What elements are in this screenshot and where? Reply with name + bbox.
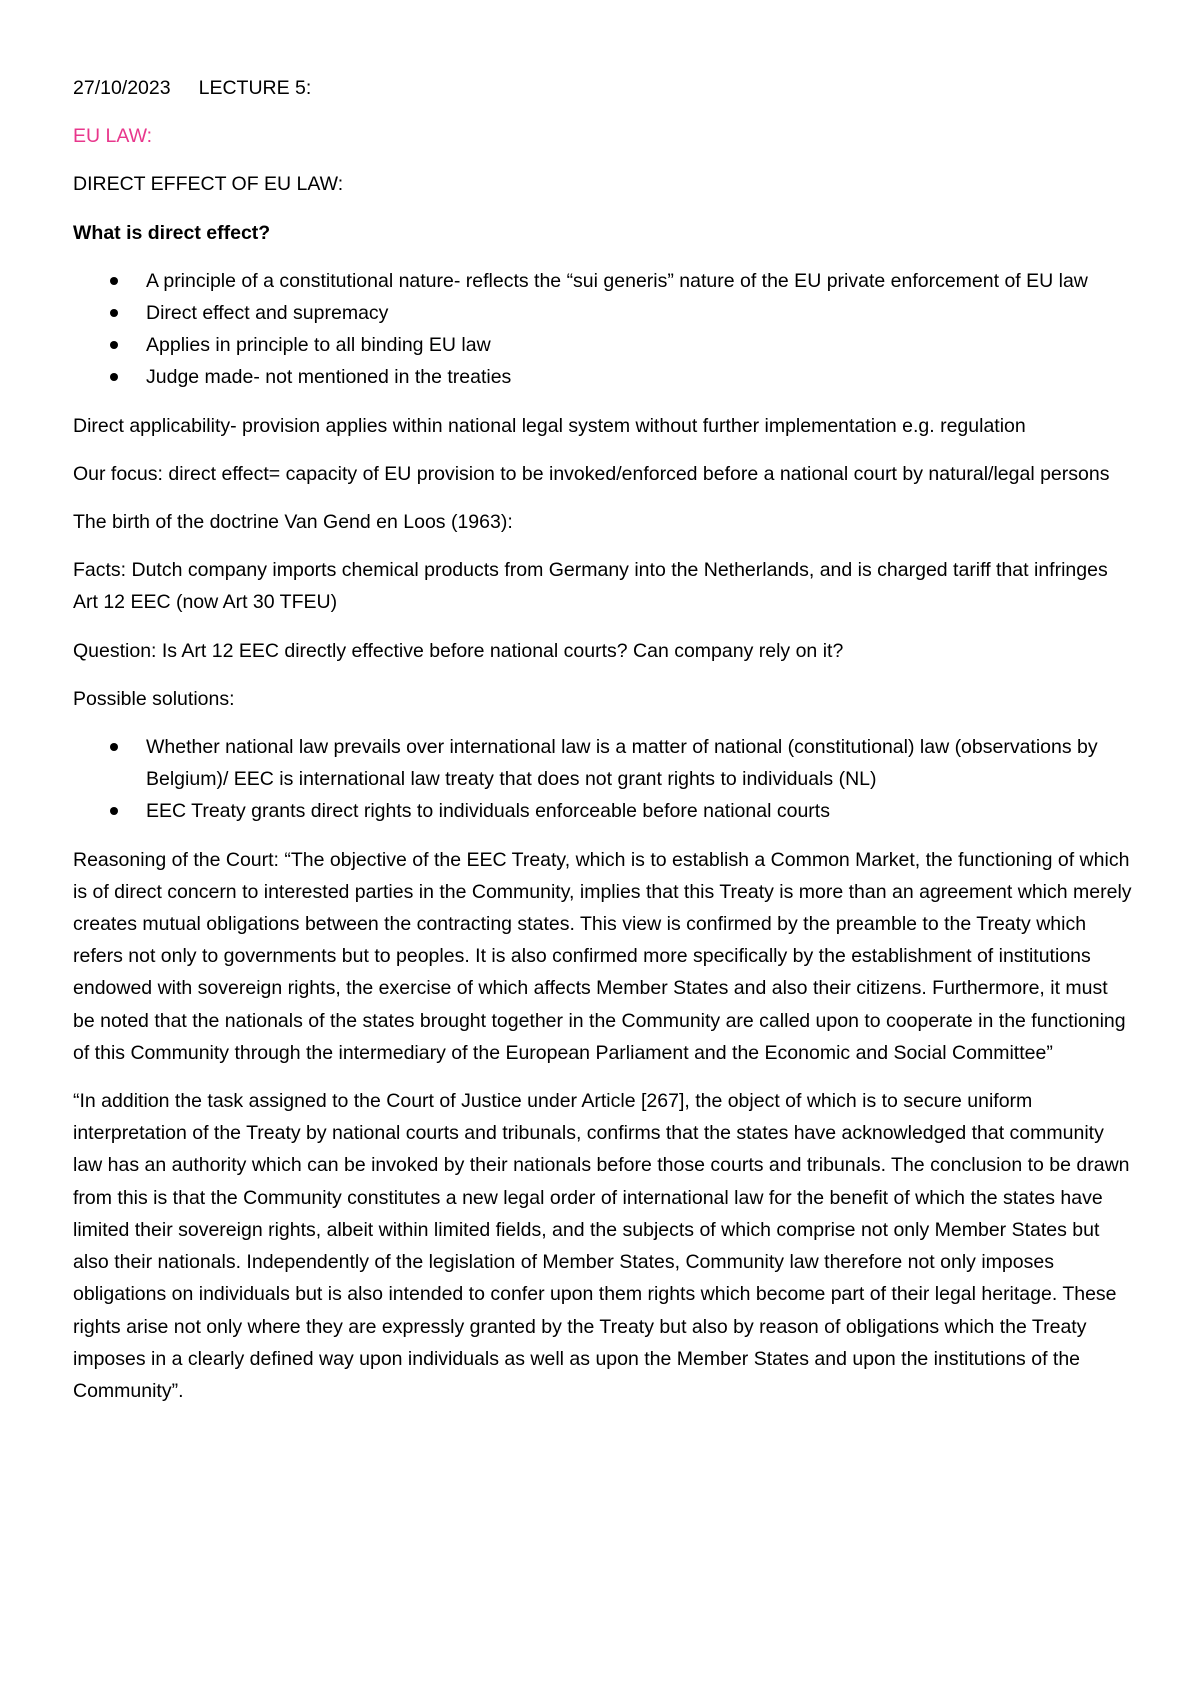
bullet-icon <box>110 309 118 317</box>
direct-applicability-paragraph: Direct applicability- provision applies within national legal system without further implementation e.g. regulation <box>73 414 1026 437</box>
bullet-icon <box>110 807 118 815</box>
bullet-icon <box>110 341 118 349</box>
document-page <box>73 72 1133 1423</box>
our-focus-paragraph: Our focus: direct effect= capacity of EU provision to be invoked/enforced before a national court by natural/legal persons <box>73 462 1110 485</box>
subject-heading: EU LAW: <box>73 125 153 148</box>
topic-heading: DIRECT EFFECT OF EU LAW: <box>73 173 344 196</box>
list-item: Direct effect and supremacy <box>73 297 1133 329</box>
intro-bullet-list <box>73 265 1133 394</box>
list-item: Applies in principle to all binding EU law <box>73 329 1133 361</box>
lecture-date: 27/10/2023 <box>73 77 171 99</box>
bullet-icon <box>110 373 118 381</box>
lecture-number: LECTURE 5: <box>198 77 312 99</box>
bullet-icon <box>110 277 118 285</box>
date-lecture-line <box>73 72 1133 104</box>
doctrine-birth-paragraph: The birth of the doctrine Van Gend en Loos (1963): <box>73 511 513 534</box>
court-reasoning-paragraph: Reasoning of the Court: “The objective of the EEC Treaty, which is to establish a Common Market, the functioning of which is of direct concern to interested parties in the Community, implies that this Treaty is more than an agreement which merely creates mutual obligations between the contracting states. This view is confirmed by the preamble to the Treaty which refers not only to governments but to peoples. It is also confirmed more specifically by the establishment of institutions endowed with sovereign rights, the exercise of which affects Member States and also their citizens. Furthermore, it must be noted that the nationals of the states brought together in the Community are called upon to cooperate in the functioning of this Community through the intermediary of the European Parliament and the Economic and Social Committee” <box>73 848 1132 1064</box>
list-item: Judge made- not mentioned in the treaties <box>73 361 1133 393</box>
facts-paragraph: Facts: Dutch company imports chemical products from Germany into the Netherlands, and is charged tariff that infringes Art 12 EEC (now Art 30 TFEU) <box>73 559 1108 614</box>
question-paragraph: Question: Is Art 12 EEC directly effective before national courts? Can company rely on it? <box>73 639 844 662</box>
list-item: Whether national law prevails over international law is a matter of national (constitutional) law (observations by Belgium)/ EEC is international law treaty that does not grant rights to individuals (NL) <box>73 731 1133 795</box>
possible-solutions-paragraph: Possible solutions: <box>73 687 235 710</box>
list-item: A principle of a constitutional nature- reflects the “sui generis” nature of the EU private enforcement of EU law <box>73 265 1133 297</box>
list-item: EEC Treaty grants direct rights to individuals enforceable before national courts <box>73 795 1133 827</box>
solutions-bullet-list <box>73 731 1133 828</box>
question-heading: What is direct effect? <box>73 221 271 244</box>
bullet-icon <box>110 743 118 751</box>
court-addition-paragraph: “In addition the task assigned to the Court of Justice under Article [267], the object of which is to secure uniform interpretation of the Treaty by national courts and tribunals, confirms that the states have acknowledged that community law has an authority which can be invoked by their nationals before those courts and tribunals. The conclusion to be drawn from this is that the Community constitutes a new legal order of international law for the benefit of which the states have limited their sovereign rights, albeit within limited fields, and the subjects of which comprise not only Member States but also their nationals. Independently of the legislation of Member States, Community law therefore not only imposes obligations on individuals but is also intended to confer upon them rights which become part of their legal heritage. These rights arise not only where they are expressly granted by the Treaty but also by reason of obligations which the Treaty imposes in a clearly defined way upon individuals as well as upon the Member States and upon the institutions of the Community”. <box>73 1090 1130 1402</box>
